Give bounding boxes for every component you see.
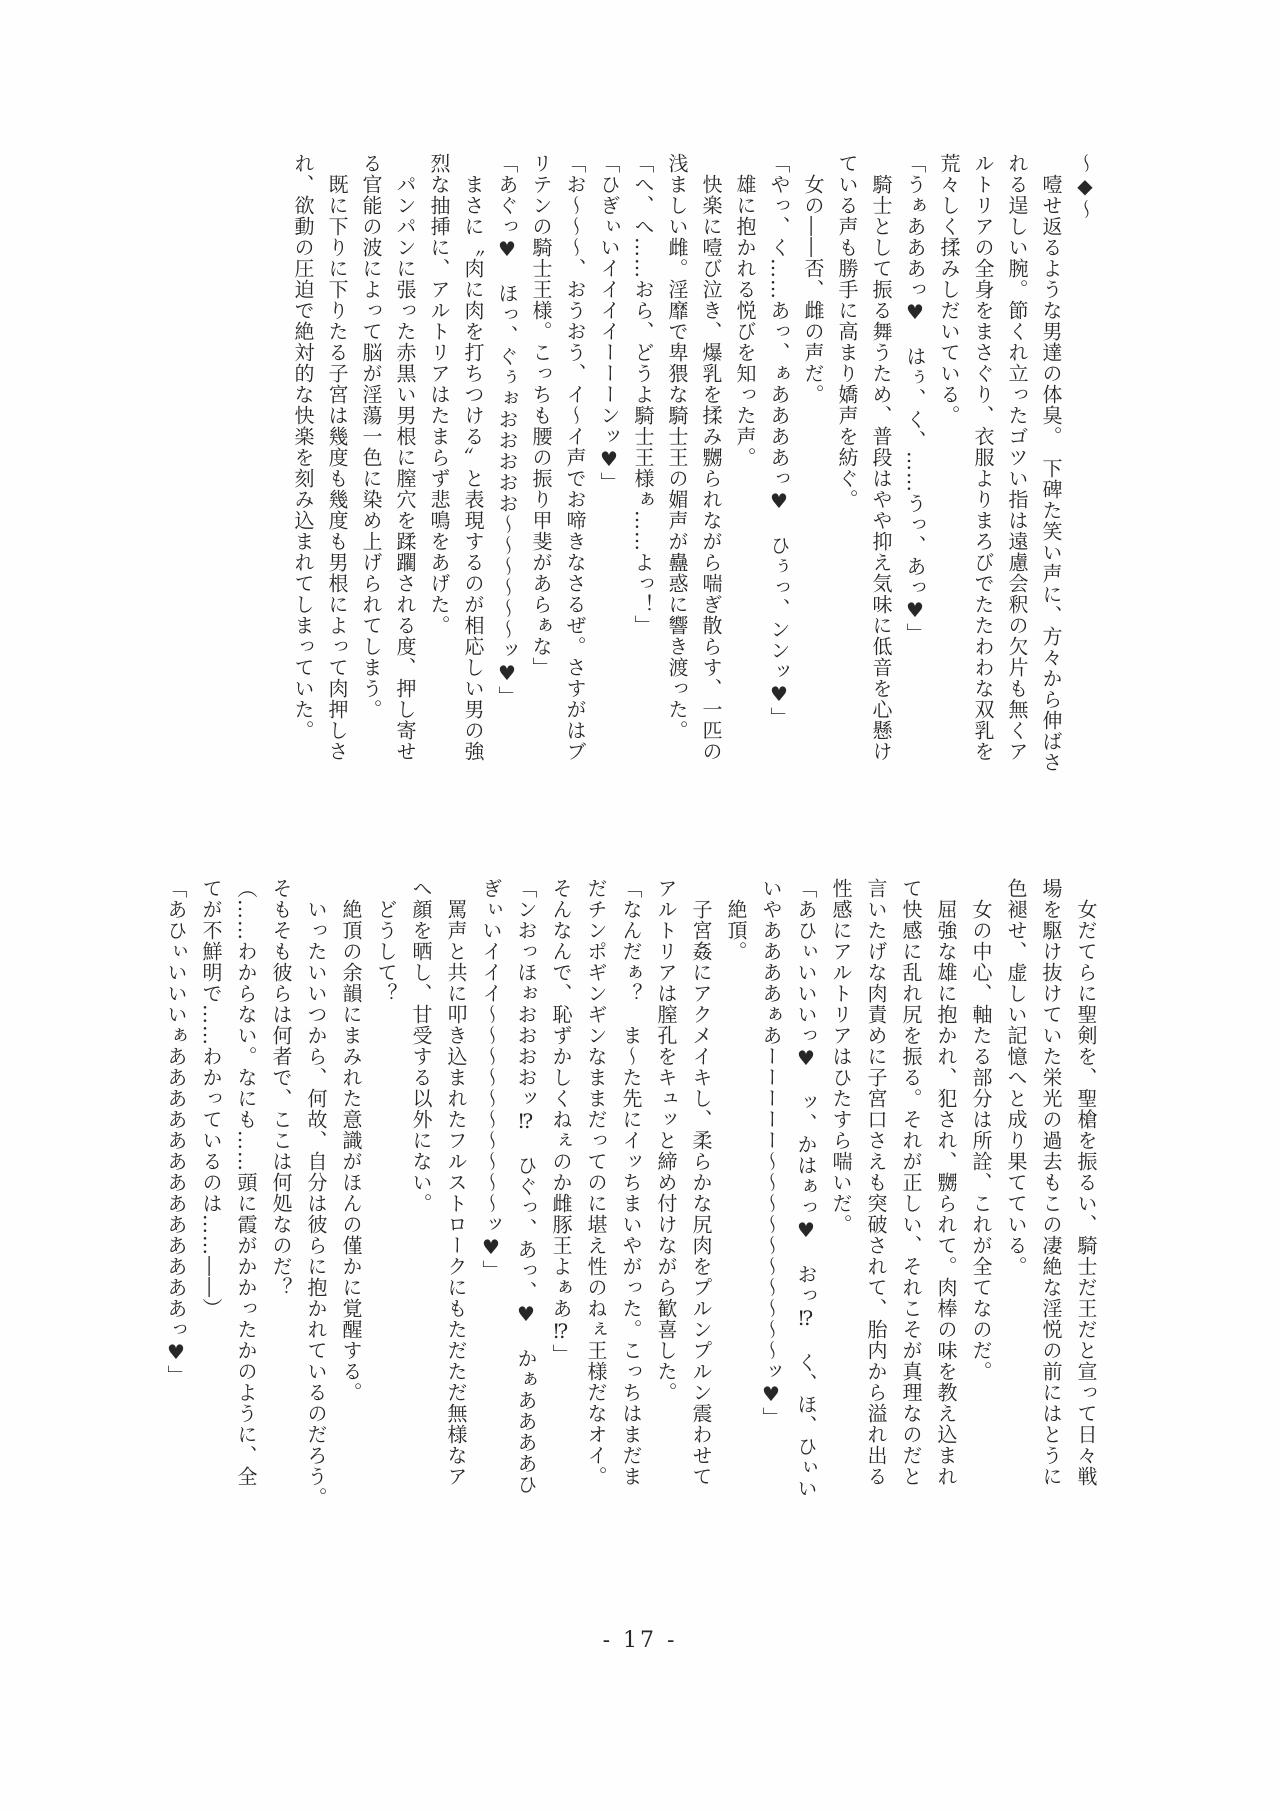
- text-column: 「あひぃいいいぁあああああああああああああっ♥」: [164, 878, 188, 1386]
- text-column: 「ンおっほぉおおおおッ⁉ ひぐっ、あっ、♥ かぁああああひ: [514, 878, 538, 1495]
- text-column: 場を駆け抜けていた栄光の過去もこの凄絶な淫悦の前にはとうに: [1039, 878, 1063, 1487]
- text-column: 女の中心、軸たる部分は所詮、これが全てなのだ。: [969, 878, 993, 1382]
- text-column: いったいいつから、何故、自分は彼らに抱かれているのだろう。: [304, 878, 328, 1508]
- text-column: へ顔を晒し、甘受する以外にない。: [409, 878, 433, 1214]
- text-column: 「あぐっ♥ ほっ、ぐぅぉおおおおお～～～～～～ッ♥」: [495, 153, 519, 707]
- page-number: - 17 -: [602, 1628, 678, 1653]
- text-column: ルトリアの全身をまさぐり、衣服よりまろびでたたわわな双乳を: [971, 153, 995, 762]
- text-column: 烈な抽挿に、アルトリアはたまらず悲鳴をあげた。: [427, 153, 451, 636]
- text-column: 色褪せ、虚しい記憶へと成り果てている。: [1004, 878, 1028, 1277]
- text-column: て快感に乱れ尻を振る。それが正しい、それこそが真理なのだと: [899, 878, 923, 1487]
- text-column: ぎぃいイイイ～～～～～～～～～～ッ♥」: [479, 878, 503, 1281]
- text-column: どうして？: [374, 878, 398, 1004]
- text-column: 女だてらに聖剣を、聖槍を振るい、騎士だ王だと宣って日々戦: [1074, 878, 1098, 1487]
- text-column: 噎せ返るような男達の体臭。 下碑た笑い声に、方々から伸ばさ: [1039, 153, 1063, 773]
- text-column: 雄に抱かれる悦びを知った声。: [733, 153, 757, 468]
- text-column: れる逞しい腕。節くれ立ったゴツい指は遠慮会釈の欠片も無くア: [1005, 153, 1029, 762]
- text-column: 「お～～～、おうおう、イ～イ声でお啼きなさるぜ。さすがはブ: [563, 153, 587, 762]
- text-column: れ、欲動の圧迫で絶対的な快楽を刻み込まれてしまっていた。: [291, 153, 315, 741]
- text-column: 罵声と共に叩き込まれたフルストロークにもただただ無様なア: [444, 878, 468, 1487]
- text-column: ている声も勝手に高まり嬌声を紡ぐ。: [835, 153, 859, 510]
- text-column: （……わからない。なにも……頭に霞がかかったかのように、全: [234, 878, 258, 1487]
- text-column: 「やっ、く……あっ、ぁああああっ♥ ひぅっ、ンンッ♥」: [767, 153, 791, 728]
- text-column: 既に下りに下りたる子宮は幾度も幾度も男根によって肉押しさ: [325, 153, 349, 762]
- text-column: 屈強な雄に抱かれ、犯され、嬲られて。肉棒の味を教え込まれ: [934, 878, 958, 1487]
- text-column: 「なんだぁ？ ま～た先にイッちまいやがった。こっちはまだま: [619, 878, 643, 1487]
- top-text-block: [286, 153, 1102, 781]
- text-column: パンパンに張った赤黒い男根に膣穴を蹂躙される度、押し寄せ: [393, 153, 417, 762]
- text-column: そもそも彼らは何者で、ここは何処なのだ？: [269, 878, 293, 1298]
- text-column: 子宮姦にアクメイキし、柔らかな尻肉をプルンプルン震わせて: [689, 878, 713, 1487]
- text-column: 絶頂の余韻にまみれた意識がほんの僅かに覚醒する。: [339, 878, 363, 1403]
- text-column: 「へ、へ……おら、どうよ騎士王様ぁ……よっ！」: [631, 153, 655, 636]
- text-column: 「あひぃいいいっ♥ ッ、かはぁっ♥ おっ⁉ く、ほ、ひぃい: [794, 878, 818, 1499]
- text-column: 「うぁあああっ♥ はぅ、く、……うっ、あっ♥」: [903, 153, 927, 644]
- text-column: てが不鮮明で……わかっているのは……――）: [199, 878, 223, 1319]
- text-column: 「ひぎぃいイイイイーーーンッ♥」: [597, 153, 621, 493]
- bottom-text-block: [158, 878, 1103, 1568]
- text-column: 性感にアルトリアはひたすら喘いだ。: [829, 878, 853, 1235]
- text-column: そんなんで、恥ずかしくねぇのか雌豚王よぁあ⁉」: [549, 878, 573, 1365]
- text-column: 騎士として振る舞うため、普段はやや抑え気味に低音を心懸け: [869, 153, 893, 762]
- text-column: リテンの騎士王様。こっちも腰の振り甲斐があらぁな」: [529, 153, 553, 678]
- text-column: いやああああぁあーーーーー～～～～～～～～～～ッ♥」: [759, 878, 783, 1428]
- text-column: だチンポギンギンなままだってのに堪え性のねぇ王様だなオイ。: [584, 878, 608, 1487]
- section-divider: ～◆～: [1073, 153, 1097, 220]
- text-column: アルトリアは膣孔をキュッと締め付けながら歓喜した。: [654, 878, 678, 1403]
- text-column: まさに〝肉に肉を打ちつける〟と表現するのが相応しい男の強: [461, 153, 485, 762]
- text-column: 浅ましい雌。淫靡で卑猥な騎士王の媚声が蠱惑に響き渡った。: [665, 153, 689, 741]
- text-column: る官能の波によって脳が淫蕩一色に染め上げられてしまう。: [359, 153, 383, 720]
- text-column: 絶頂。: [724, 878, 748, 962]
- text-column: 快楽に噎び泣き、爆乳を揉み嬲られながら喘ぎ散らす、一匹の: [699, 153, 723, 762]
- text-column: 言いたげな肉責めに子宮口さえも突破されて、胎内から溢れ出る: [864, 878, 888, 1487]
- text-column: 女の――否、雌の声だ。: [801, 153, 825, 405]
- text-column: 荒々しく揉みしだいている。: [937, 153, 961, 426]
